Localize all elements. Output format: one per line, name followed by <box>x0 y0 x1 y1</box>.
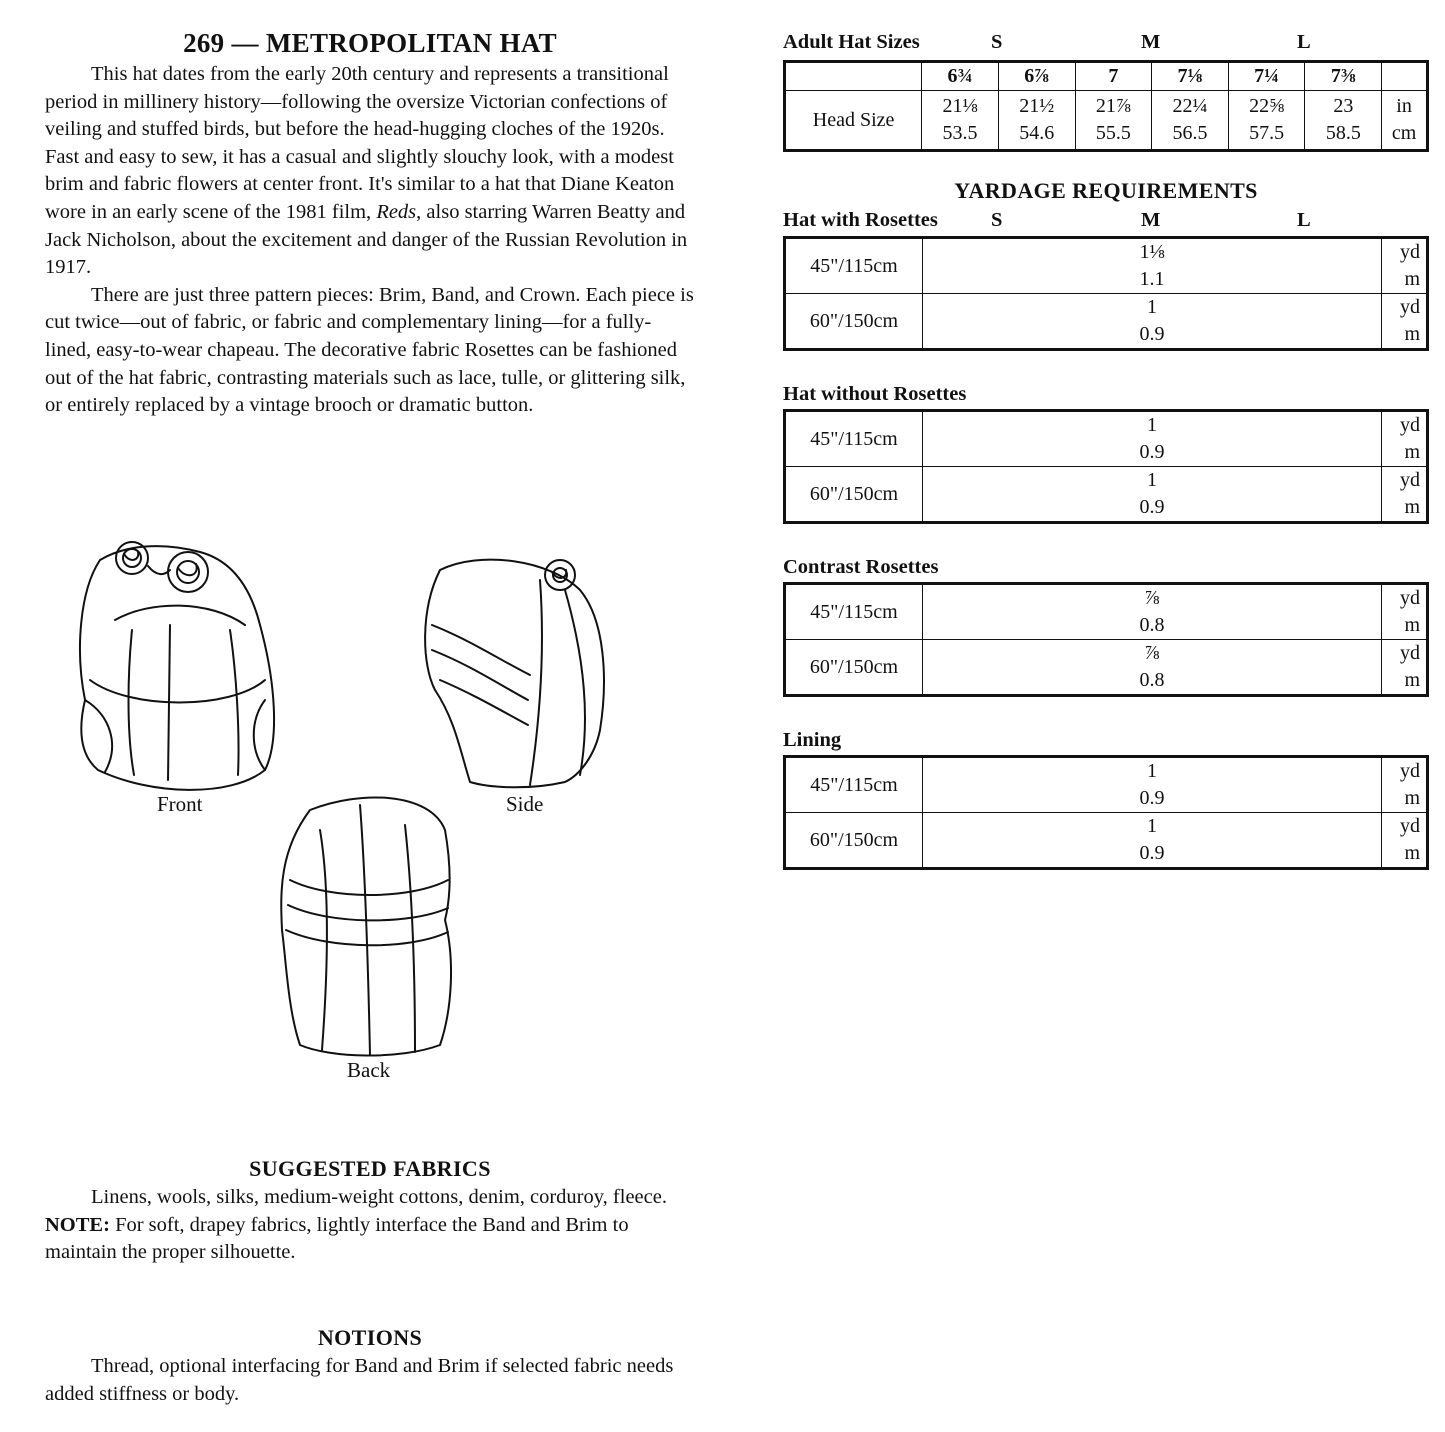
fabric-width: 45"/115cm <box>785 757 923 813</box>
hat-back-view <box>281 797 451 1055</box>
caption-back: Back <box>347 1058 391 1082</box>
right-column <box>783 28 1429 870</box>
caption-side: Side <box>506 792 544 816</box>
unit-cell: yd m <box>1382 411 1428 467</box>
hat-side-view <box>425 560 604 788</box>
fabrics-heading: SUGGESTED FABRICS <box>249 1156 491 1181</box>
head-size-label: Head Size <box>785 91 922 151</box>
head-size-cell: 21½ 54.6 <box>998 91 1075 151</box>
fabrics-list: Linens, wools, silks, medium-weight cottons, denim, corduroy, fleece. <box>91 1186 667 1208</box>
table-row <box>785 294 1428 350</box>
unit-cell: yd m <box>1382 640 1428 696</box>
fabric-width: 45"/115cm <box>785 411 923 467</box>
hat-illustrations <box>60 530 680 1090</box>
hat-size-cell: 7⅛ <box>1152 62 1229 91</box>
hat-size-row <box>785 62 1428 91</box>
fabric-width: 45"/115cm <box>785 584 923 640</box>
table-row <box>785 584 1428 640</box>
table-row <box>785 467 1428 523</box>
hat-drawings <box>60 530 680 1090</box>
intro-paragraph-1 <box>45 61 695 282</box>
fabric-width: 60"/150cm <box>785 467 923 523</box>
fabric-width: 60"/150cm <box>785 813 923 869</box>
table-row <box>785 813 1428 869</box>
sizes-header <box>783 28 1429 60</box>
hat-size-cell: 7 <box>1075 62 1152 91</box>
head-size-cell: 21⅞ 55.5 <box>1075 91 1152 151</box>
amount-cell: ⅞ 0.8 <box>923 640 1382 696</box>
amount-cell: 1 0.9 <box>923 757 1382 813</box>
unit-cell: yd m <box>1382 813 1428 869</box>
intro-text-a: This hat dates from the early 20th century and represents a transitional period in millinery history—following the oversize Victorian confections of veiling and stuffed birds, but before the head-hugging cloches of the 1920s. Fast and easy to sew, it has a casual and slightly slouchy look, with a modest brim and fabric flowers at center front. It's similar to a hat that Diane Keaton wore in an early scene of the 1981 film, <box>45 63 675 223</box>
yardage-table-with-rosettes <box>783 236 1429 351</box>
notions-section <box>45 1325 695 1408</box>
unit-cell: yd m <box>1382 584 1428 640</box>
suggested-fabrics-section <box>45 1156 695 1267</box>
head-size-cell: 22¼ 56.5 <box>1152 91 1229 151</box>
intro-paragraph-2: There are just three pattern pieces: Brim, Band, and Crown. Each piece is cut twice—out of fabric, or fabric and complementary lining—for a fully-lined, easy-to-wear chapeau. The decorative fabric Rosettes can be fashioned out of the hat fabric, contrasting materials such as lace, tulle, or glittering silk, or entirely replaced by a vintage brooch or dramatic button. <box>45 283 694 417</box>
amount-cell: 1 0.9 <box>923 467 1382 523</box>
section-name: Hat with Rosettes <box>783 209 938 231</box>
table-row <box>785 238 1428 294</box>
sizes-label: Adult Hat Sizes <box>783 31 920 53</box>
hat-size-cell: 6⅞ <box>998 62 1075 91</box>
unit-cell: yd m <box>1382 238 1428 294</box>
size-m: M <box>1141 31 1161 53</box>
yardage-table-lining <box>783 755 1429 870</box>
unit-cell: in cm <box>1382 91 1428 151</box>
notions-text: Thread, optional interfacing for Band and Brim if selected fabric needs added stiffness or body. <box>45 1355 674 1405</box>
hat-front-view <box>80 542 274 790</box>
section-name: Lining <box>783 729 842 751</box>
head-size-cell: 21⅛ 53.5 <box>922 91 999 151</box>
size-l: L <box>1297 209 1311 231</box>
table-row <box>785 411 1428 467</box>
fabric-width: 60"/150cm <box>785 294 923 350</box>
hat-sizes-table <box>783 60 1429 152</box>
size-s: S <box>991 209 1003 231</box>
unit-cell: yd m <box>1382 294 1428 350</box>
left-column <box>45 28 695 420</box>
section-name: Contrast Rosettes <box>783 556 939 578</box>
unit-cell: yd m <box>1382 757 1428 813</box>
head-size-cell: 22⅝ 57.5 <box>1228 91 1305 151</box>
hat-size-cell: 7⅜ <box>1305 62 1382 91</box>
hat-size-cell: 6¾ <box>922 62 999 91</box>
section-name: Hat without Rosettes <box>783 383 967 405</box>
table-row <box>785 640 1428 696</box>
caption-front: Front <box>157 792 203 816</box>
page-title: 269 — METROPOLITAN HAT <box>183 28 557 58</box>
amount-cell: 1 0.9 <box>923 813 1382 869</box>
yardage-section-header <box>783 206 1429 236</box>
size-s: S <box>991 31 1003 53</box>
hat-size-cell: 7¼ <box>1228 62 1305 91</box>
table-row <box>785 757 1428 813</box>
amount-cell: 1 0.9 <box>923 411 1382 467</box>
notions-heading: NOTIONS <box>317 1325 423 1350</box>
note-label: NOTE: <box>45 1213 110 1236</box>
fabrics-note: For soft, drapey fabrics, lightly interface the Band and Brim to maintain the proper silhouette. <box>45 1213 629 1264</box>
amount-cell: 1⅛ 1.1 <box>923 238 1382 294</box>
film-title: Reds <box>376 200 417 223</box>
yardage-heading: YARDAGE REQUIREMENTS <box>954 178 1258 203</box>
yardage-table-without-rosettes <box>783 409 1429 524</box>
amount-cell: 1 0.9 <box>923 294 1382 350</box>
amount-cell: ⅞ 0.8 <box>923 584 1382 640</box>
fabrics-text <box>45 1184 695 1267</box>
intro-text-b: , also starring Warren Beatty and Jack Nicholson, about the excitement and danger of the Russian Revolution in 1917. <box>45 200 688 279</box>
fabric-width: 45"/115cm <box>785 238 923 294</box>
fabric-width: 60"/150cm <box>785 640 923 696</box>
unit-cell: yd m <box>1382 467 1428 523</box>
head-size-row <box>785 91 1428 151</box>
size-m: M <box>1141 209 1161 231</box>
head-size-cell: 23 58.5 <box>1305 91 1382 151</box>
size-l: L <box>1297 31 1311 53</box>
yardage-table-contrast-rosettes <box>783 582 1429 697</box>
